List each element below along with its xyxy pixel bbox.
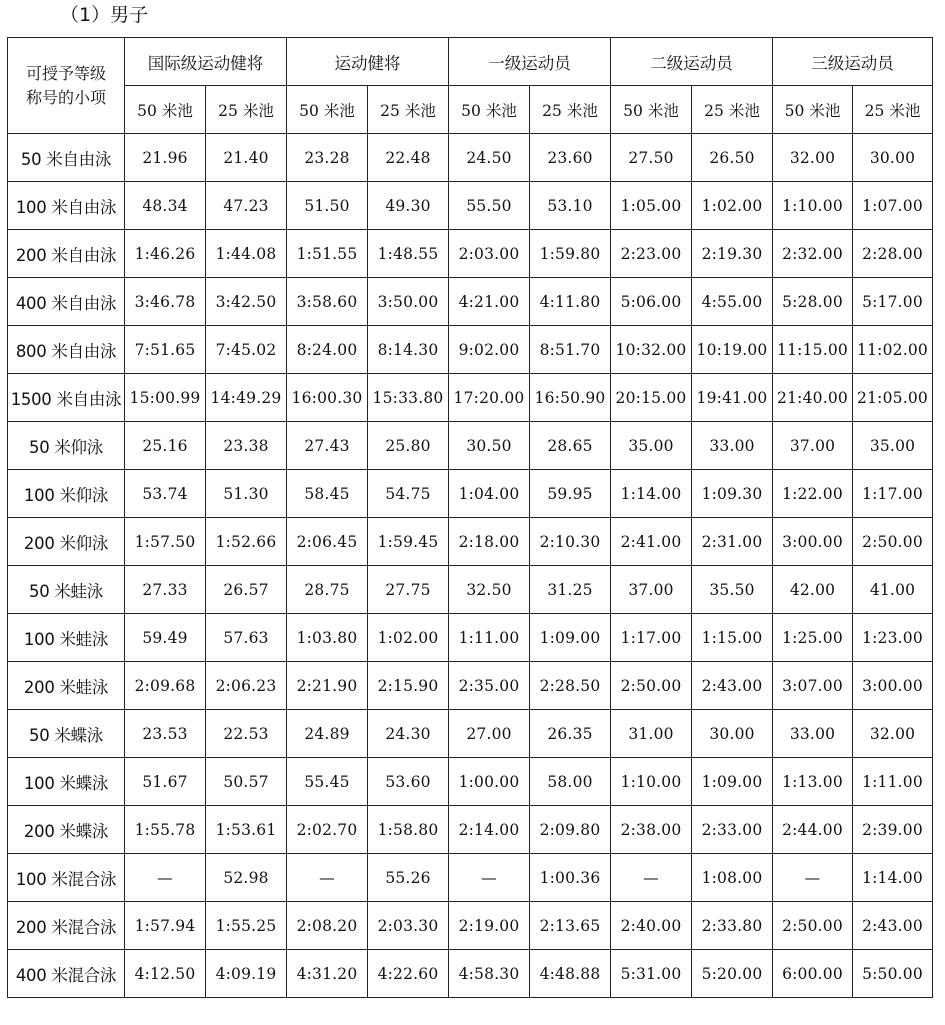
pool-header-row [8, 86, 933, 134]
event-name-cell: 100 米混合泳 [8, 854, 125, 902]
time-value-cell: 3:07.00 [773, 662, 853, 710]
time-value-cell: 2:33.80 [692, 902, 773, 950]
time-value-cell: 22.53 [206, 710, 287, 758]
time-value-cell: 4:31.20 [287, 950, 368, 998]
time-value-cell: 27.75 [368, 566, 449, 614]
time-value-cell: 25.16 [125, 422, 206, 470]
time-value-cell: 4:11.80 [530, 278, 611, 326]
swimming-standards-table [7, 37, 933, 998]
time-value-cell: 4:21.00 [449, 278, 530, 326]
time-value-cell: 2:38.00 [611, 806, 692, 854]
time-value-cell: 5:31.00 [611, 950, 692, 998]
pool-header-25m: 25 米池 [530, 86, 611, 134]
time-value-cell: 26.50 [692, 134, 773, 182]
time-value-cell: 1:04.00 [449, 470, 530, 518]
time-value-cell: 32.00 [773, 134, 853, 182]
table-row [8, 806, 933, 854]
time-value-cell: 47.23 [206, 182, 287, 230]
time-value-cell: 22.48 [368, 134, 449, 182]
time-value-cell: 3:00.00 [853, 662, 933, 710]
time-value-cell: 28.75 [287, 566, 368, 614]
time-value-cell: 53.10 [530, 182, 611, 230]
time-value-cell: 24.50 [449, 134, 530, 182]
time-value-cell: 30.00 [692, 710, 773, 758]
time-value-cell: 2:08.20 [287, 902, 368, 950]
time-value-cell: 1:02.00 [368, 614, 449, 662]
time-value-cell: 1:13.00 [773, 758, 853, 806]
time-value-cell: 41.00 [853, 566, 933, 614]
table-row [8, 566, 933, 614]
time-value-cell: 6:00.00 [773, 950, 853, 998]
time-value-cell: 4:48.88 [530, 950, 611, 998]
time-value-cell: 2:28.50 [530, 662, 611, 710]
corner-header [8, 38, 125, 134]
time-value-cell: 1:57.50 [125, 518, 206, 566]
time-value-cell: 21.40 [206, 134, 287, 182]
time-value-cell: 16:00.30 [287, 374, 368, 422]
table-row [8, 230, 933, 278]
time-value-cell: 24.30 [368, 710, 449, 758]
time-value-cell: 2:50.00 [611, 662, 692, 710]
time-value-cell: 2:32.00 [773, 230, 853, 278]
time-value-cell: 27.50 [611, 134, 692, 182]
time-value-cell: 5:06.00 [611, 278, 692, 326]
event-name-cell: 200 米混合泳 [8, 902, 125, 950]
section-title: （1）男子 [60, 4, 149, 26]
time-value-cell: 1:57.94 [125, 902, 206, 950]
time-value-cell: 1:11.00 [853, 758, 933, 806]
table-row [8, 326, 933, 374]
time-value-cell: 53.60 [368, 758, 449, 806]
time-value-cell: 1:15.00 [692, 614, 773, 662]
time-value-cell: 21.96 [125, 134, 206, 182]
time-value-cell: 4:12.50 [125, 950, 206, 998]
time-value-cell: — [125, 854, 206, 902]
time-value-cell: 1:51.55 [287, 230, 368, 278]
time-value-cell: 3:58.60 [287, 278, 368, 326]
time-value-cell: 49.30 [368, 182, 449, 230]
time-value-cell: 8:14.30 [368, 326, 449, 374]
time-value-cell: 2:23.00 [611, 230, 692, 278]
time-value-cell: 1:55.78 [125, 806, 206, 854]
time-value-cell: 1:55.25 [206, 902, 287, 950]
time-value-cell: 2:41.00 [611, 518, 692, 566]
time-value-cell: 3:00.00 [773, 518, 853, 566]
time-value-cell: 1:17.00 [853, 470, 933, 518]
time-value-cell: 27.33 [125, 566, 206, 614]
time-value-cell: 15:33.80 [368, 374, 449, 422]
time-value-cell: 2:03.00 [449, 230, 530, 278]
time-value-cell: 4:09.19 [206, 950, 287, 998]
event-name-cell: 400 米混合泳 [8, 950, 125, 998]
event-name-cell: 50 米自由泳 [8, 134, 125, 182]
time-value-cell: 2:33.00 [692, 806, 773, 854]
time-value-cell: 33.00 [773, 710, 853, 758]
table-row [8, 422, 933, 470]
time-value-cell: 1:09.30 [692, 470, 773, 518]
time-value-cell: 9:02.00 [449, 326, 530, 374]
level-header-first-class: 一级运动员 [449, 38, 611, 86]
time-value-cell: 1:11.00 [449, 614, 530, 662]
time-value-cell: 1:46.26 [125, 230, 206, 278]
pool-header-25m: 25 米池 [206, 86, 287, 134]
time-value-cell: 2:44.00 [773, 806, 853, 854]
time-value-cell: 2:43.00 [692, 662, 773, 710]
table-row [8, 518, 933, 566]
time-value-cell: 51.67 [125, 758, 206, 806]
table-row [8, 470, 933, 518]
table-row [8, 374, 933, 422]
time-value-cell: 5:28.00 [773, 278, 853, 326]
time-value-cell: 2:13.65 [530, 902, 611, 950]
time-value-cell: 51.50 [287, 182, 368, 230]
time-value-cell: 1:14.00 [611, 470, 692, 518]
time-value-cell: 42.00 [773, 566, 853, 614]
time-value-cell: 5:50.00 [853, 950, 933, 998]
pool-header-50m: 50 米池 [287, 86, 368, 134]
table-row [8, 182, 933, 230]
time-value-cell: 1:59.80 [530, 230, 611, 278]
event-name-cell: 50 米仰泳 [8, 422, 125, 470]
time-value-cell: 2:21.90 [287, 662, 368, 710]
time-value-cell: 11:15.00 [773, 326, 853, 374]
time-value-cell: 2:43.00 [853, 902, 933, 950]
pool-header-25m: 25 米池 [368, 86, 449, 134]
time-value-cell: 1:05.00 [611, 182, 692, 230]
time-value-cell: 57.63 [206, 614, 287, 662]
table-row [8, 614, 933, 662]
pool-header-25m: 25 米池 [692, 86, 773, 134]
time-value-cell: 1:53.61 [206, 806, 287, 854]
table-row [8, 710, 933, 758]
time-value-cell: 7:51.65 [125, 326, 206, 374]
event-name-cell: 50 米蛙泳 [8, 566, 125, 614]
event-name-cell: 200 米自由泳 [8, 230, 125, 278]
time-value-cell: — [611, 854, 692, 902]
time-value-cell: 59.49 [125, 614, 206, 662]
time-value-cell: 58.00 [530, 758, 611, 806]
time-value-cell: 27.00 [449, 710, 530, 758]
table-row [8, 854, 933, 902]
time-value-cell: 35.00 [853, 422, 933, 470]
time-value-cell: 23.38 [206, 422, 287, 470]
level-header-row [8, 38, 933, 86]
time-value-cell: 35.50 [692, 566, 773, 614]
time-value-cell: 51.30 [206, 470, 287, 518]
time-value-cell: 2:06.23 [206, 662, 287, 710]
time-value-cell: 2:15.90 [368, 662, 449, 710]
time-value-cell: — [449, 854, 530, 902]
time-value-cell: — [773, 854, 853, 902]
time-value-cell: 2:40.00 [611, 902, 692, 950]
time-value-cell: 3:42.50 [206, 278, 287, 326]
time-value-cell: 52.98 [206, 854, 287, 902]
corner-header-line-2: 称号的小项 [25, 87, 106, 107]
time-value-cell: 26.35 [530, 710, 611, 758]
time-value-cell: 1:58.80 [368, 806, 449, 854]
time-value-cell: 1:07.00 [853, 182, 933, 230]
level-header-second-class: 二级运动员 [611, 38, 773, 86]
table-row [8, 950, 933, 998]
time-value-cell: 4:22.60 [368, 950, 449, 998]
event-name-cell: 800 米自由泳 [8, 326, 125, 374]
time-value-cell: 1:03.80 [287, 614, 368, 662]
time-value-cell: 23.28 [287, 134, 368, 182]
time-value-cell: 31.00 [611, 710, 692, 758]
time-value-cell: 1:48.55 [368, 230, 449, 278]
time-value-cell: 33.00 [692, 422, 773, 470]
time-value-cell: 55.50 [449, 182, 530, 230]
time-value-cell: 2:09.68 [125, 662, 206, 710]
table-row [8, 758, 933, 806]
time-value-cell: 50.57 [206, 758, 287, 806]
time-value-cell: 5:17.00 [853, 278, 933, 326]
time-value-cell: 35.00 [611, 422, 692, 470]
time-value-cell: 2:39.00 [853, 806, 933, 854]
table-row [8, 902, 933, 950]
time-value-cell: 2:03.30 [368, 902, 449, 950]
time-value-cell: 48.34 [125, 182, 206, 230]
time-value-cell: 16:50.90 [530, 374, 611, 422]
time-value-cell: 1:08.00 [692, 854, 773, 902]
table-row [8, 662, 933, 710]
time-value-cell: 24.89 [287, 710, 368, 758]
time-value-cell: 1:14.00 [853, 854, 933, 902]
time-value-cell: 26.57 [206, 566, 287, 614]
time-value-cell: 2:14.00 [449, 806, 530, 854]
event-name-cell: 100 米自由泳 [8, 182, 125, 230]
time-value-cell: 32.00 [853, 710, 933, 758]
event-name-cell: 200 米蛙泳 [8, 662, 125, 710]
time-value-cell: 1:17.00 [611, 614, 692, 662]
event-name-cell: 200 米蝶泳 [8, 806, 125, 854]
time-value-cell: 23.53 [125, 710, 206, 758]
time-value-cell: 1:52.66 [206, 518, 287, 566]
table-row [8, 134, 933, 182]
pool-header-25m: 25 米池 [853, 86, 933, 134]
time-value-cell: 1:23.00 [853, 614, 933, 662]
time-value-cell: 8:24.00 [287, 326, 368, 374]
table-body [8, 134, 933, 998]
time-value-cell: 1:10.00 [611, 758, 692, 806]
time-value-cell: 7:45.02 [206, 326, 287, 374]
time-value-cell: 23.60 [530, 134, 611, 182]
time-value-cell: 2:18.00 [449, 518, 530, 566]
event-name-cell: 400 米自由泳 [8, 278, 125, 326]
table-row [8, 278, 933, 326]
time-value-cell: 2:50.00 [773, 902, 853, 950]
time-value-cell: 1:02.00 [692, 182, 773, 230]
time-value-cell: 2:31.00 [692, 518, 773, 566]
time-value-cell: 37.00 [773, 422, 853, 470]
time-value-cell: 17:20.00 [449, 374, 530, 422]
time-value-cell: 2:50.00 [853, 518, 933, 566]
time-value-cell: 14:49.29 [206, 374, 287, 422]
time-value-cell: 11:02.00 [853, 326, 933, 374]
time-value-cell: 2:19.30 [692, 230, 773, 278]
time-value-cell: 31.25 [530, 566, 611, 614]
time-value-cell: 2:02.70 [287, 806, 368, 854]
time-value-cell: 55.26 [368, 854, 449, 902]
time-value-cell: 3:46.78 [125, 278, 206, 326]
time-value-cell: 4:55.00 [692, 278, 773, 326]
time-value-cell: 53.74 [125, 470, 206, 518]
level-header-third-class: 三级运动员 [773, 38, 933, 86]
time-value-cell: 2:28.00 [853, 230, 933, 278]
time-value-cell: 2:35.00 [449, 662, 530, 710]
time-value-cell: 54.75 [368, 470, 449, 518]
event-name-cell: 100 米蝶泳 [8, 758, 125, 806]
time-value-cell: 1:44.08 [206, 230, 287, 278]
time-value-cell: 1:59.45 [368, 518, 449, 566]
time-value-cell: 28.65 [530, 422, 611, 470]
time-value-cell: 2:19.00 [449, 902, 530, 950]
time-value-cell: 1:00.36 [530, 854, 611, 902]
time-value-cell: 2:06.45 [287, 518, 368, 566]
time-value-cell: 58.45 [287, 470, 368, 518]
time-value-cell: 21:40.00 [773, 374, 853, 422]
time-value-cell: 30.50 [449, 422, 530, 470]
pool-header-50m: 50 米池 [611, 86, 692, 134]
time-value-cell: 1:10.00 [773, 182, 853, 230]
time-value-cell: 27.43 [287, 422, 368, 470]
time-value-cell: 37.00 [611, 566, 692, 614]
time-value-cell: 55.45 [287, 758, 368, 806]
time-value-cell: 1:22.00 [773, 470, 853, 518]
event-name-cell: 1500 米自由泳 [8, 374, 125, 422]
time-value-cell: 15:00.99 [125, 374, 206, 422]
time-value-cell: 2:10.30 [530, 518, 611, 566]
time-value-cell: 10:19.00 [692, 326, 773, 374]
pool-header-50m: 50 米池 [449, 86, 530, 134]
time-value-cell: 59.95 [530, 470, 611, 518]
time-value-cell: 3:50.00 [368, 278, 449, 326]
time-value-cell: 19:41.00 [692, 374, 773, 422]
time-value-cell: 20:15.00 [611, 374, 692, 422]
event-name-cell: 100 米蛙泳 [8, 614, 125, 662]
pool-header-50m: 50 米池 [125, 86, 206, 134]
event-name-cell: 50 米蝶泳 [8, 710, 125, 758]
time-value-cell: 4:58.30 [449, 950, 530, 998]
time-value-cell: 25.80 [368, 422, 449, 470]
time-value-cell: 1:09.00 [692, 758, 773, 806]
time-value-cell: 1:09.00 [530, 614, 611, 662]
time-value-cell: 10:32.00 [611, 326, 692, 374]
event-name-cell: 200 米仰泳 [8, 518, 125, 566]
level-header-international-master: 国际级运动健将 [125, 38, 287, 86]
time-value-cell: 8:51.70 [530, 326, 611, 374]
time-value-cell: 2:09.80 [530, 806, 611, 854]
time-value-cell: 1:25.00 [773, 614, 853, 662]
time-value-cell: 21:05.00 [853, 374, 933, 422]
time-value-cell: — [287, 854, 368, 902]
level-header-master: 运动健将 [287, 38, 449, 86]
event-name-cell: 100 米仰泳 [8, 470, 125, 518]
time-value-cell: 1:00.00 [449, 758, 530, 806]
time-value-cell: 5:20.00 [692, 950, 773, 998]
time-value-cell: 32.50 [449, 566, 530, 614]
corner-header-line-1: 可授予等级 [25, 63, 106, 83]
pool-header-50m: 50 米池 [773, 86, 853, 134]
time-value-cell: 30.00 [853, 134, 933, 182]
